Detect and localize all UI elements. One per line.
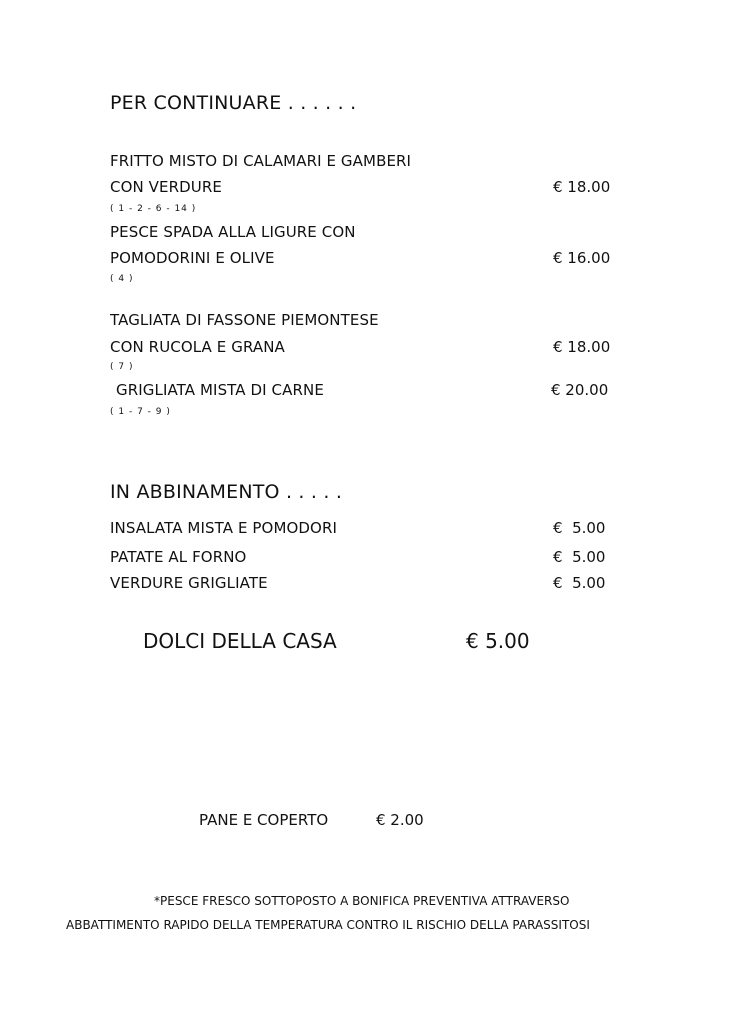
dish-tagliata-price: € 18.00 [553,338,611,356]
dolci-price: € 5.00 [466,629,530,653]
dolci-name: DOLCI DELLA CASA [143,629,337,653]
side-verdure-price: € 5.00 [553,574,606,592]
section-title-in-abbinamento: IN ABBINAMENTO . . . . . [110,481,343,503]
dish-fritto-misto-price: € 18.00 [553,178,611,196]
pane-coperto-price: € 2.00 [376,811,424,829]
footnote-line2: ABBATTIMENTO RAPIDO DELLA TEMPERATURA CONTRO IL RISCHIO DELLA PARASSITOSI [66,918,590,932]
dish-grigliata-allergens: ( 1 - 7 - 9 ) [110,407,171,417]
dish-tagliata-line1: TAGLIATA DI FASSONE PIEMONTESE [110,311,379,329]
side-patate-name: PATATE AL FORNO [110,548,247,566]
dish-grigliata-price: € 20.00 [551,381,609,399]
side-insalata-name: INSALATA MISTA E POMODORI [110,519,337,537]
dish-pesce-spada-line1: PESCE SPADA ALLA LIGURE CON [110,223,356,241]
section-title-per-continuare: PER CONTINUARE . . . . . . [110,92,357,114]
dish-pesce-spada-allergens: ( 4 ) [110,274,134,284]
dish-tagliata-allergens: ( 7 ) [110,362,134,372]
dish-pesce-spada-line2: POMODORINI E OLIVE [110,249,275,267]
dish-grigliata-line1: GRIGLIATA MISTA DI CARNE [116,381,324,399]
side-insalata-price: € 5.00 [553,519,606,537]
dish-tagliata-line2: CON RUCOLA E GRANA [110,338,285,356]
pane-coperto-name: PANE E COPERTO [199,811,329,829]
dish-fritto-misto-allergens: ( 1 - 2 - 6 - 14 ) [110,204,197,214]
dish-fritto-misto-line1: FRITTO MISTO DI CALAMARI E GAMBERI [110,152,412,170]
dish-pesce-spada-price: € 16.00 [553,249,611,267]
side-verdure-name: VERDURE GRIGLIATE [110,574,268,592]
side-patate-price: € 5.00 [553,548,606,566]
dish-fritto-misto-line2: CON VERDURE [110,178,222,196]
footnote-line1: *PESCE FRESCO SOTTOPOSTO A BONIFICA PREVENTIVA ATTRAVERSO [154,894,570,908]
